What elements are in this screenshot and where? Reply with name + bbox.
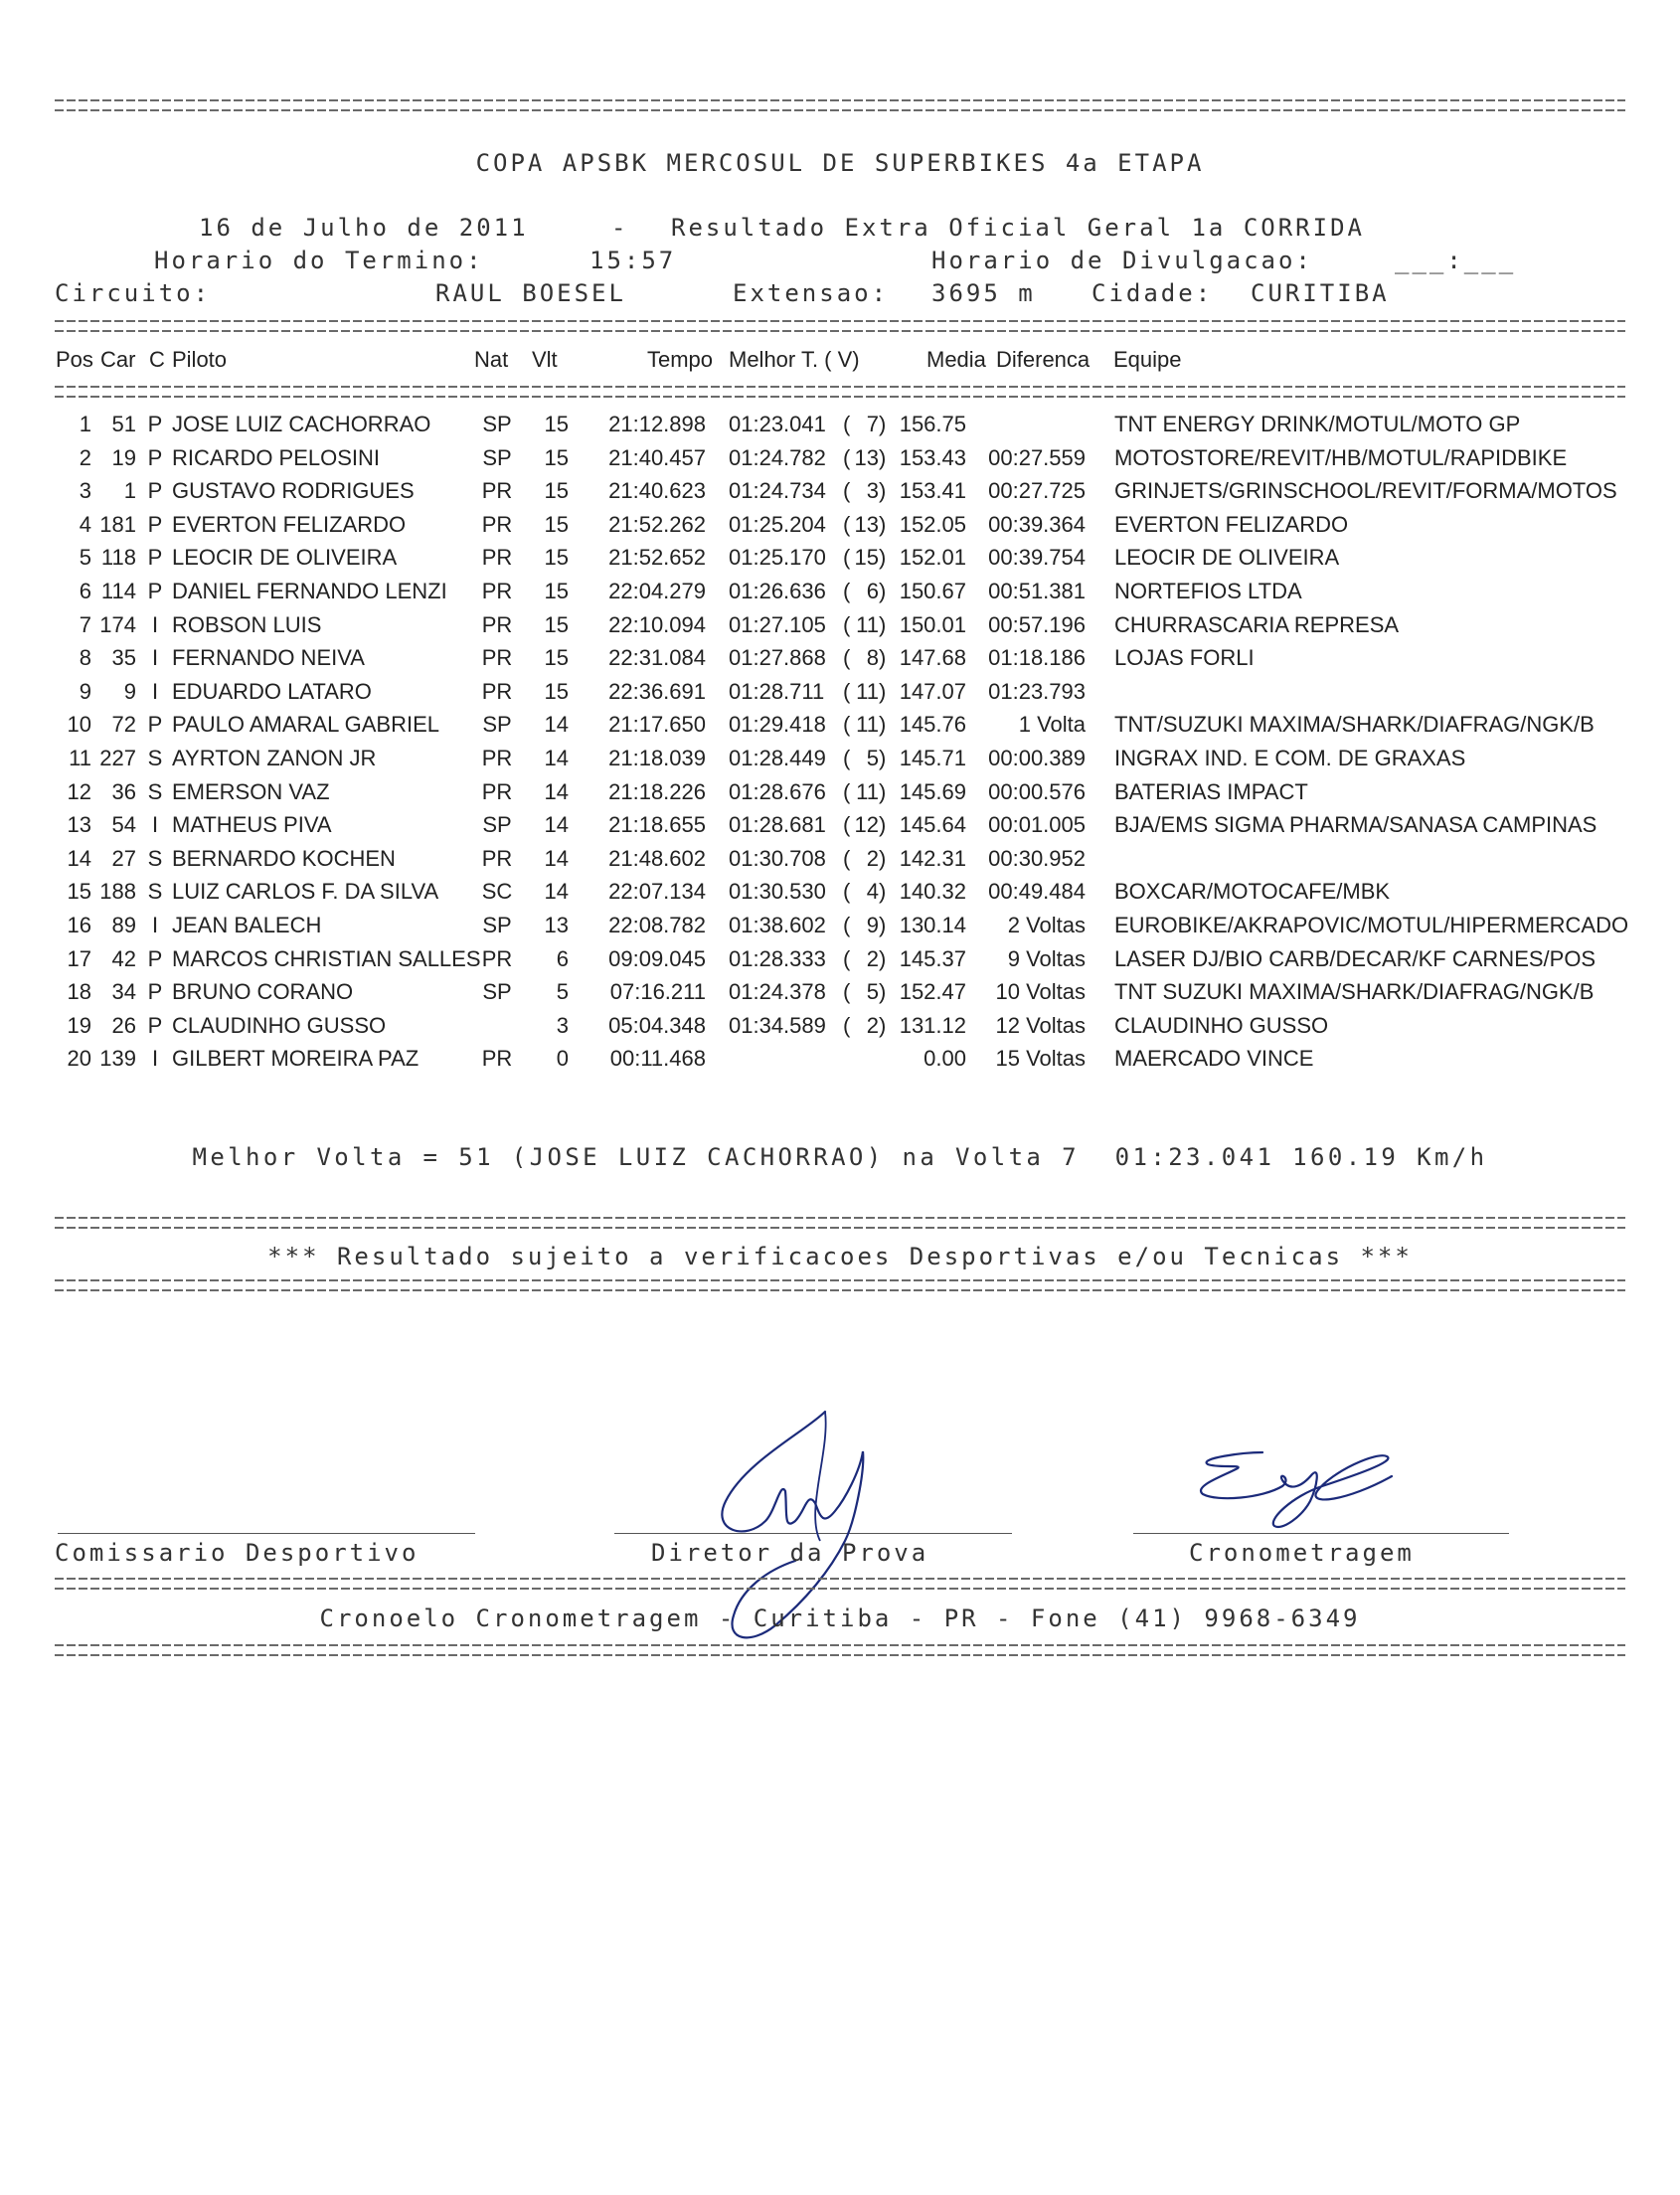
- cell-pos: 5: [79, 545, 91, 571]
- cell-team: CLAUDINHO GUSSO: [1114, 1012, 1329, 1038]
- cell-diff: 1 Volta: [1018, 712, 1086, 738]
- cell-diff: 15 Voltas: [995, 1046, 1086, 1072]
- cell-pilot: EDUARDO LATARO: [172, 678, 372, 704]
- result-label: Resultado Extra Oficial Geral 1a CORRIDA: [671, 214, 1365, 242]
- cell-diff: 00:00.576: [988, 778, 1086, 804]
- cell-car: 54: [111, 812, 136, 838]
- table-row: 16 89 I JEAN BALECH SP 13 22:08.782 01:38.602 130.14 2 Voltas EUROBIKE/AKRAPOVIC/MOTUL/HIPERMERCADO ( 9 ): [0, 913, 1680, 942]
- cell-car: 139: [99, 1046, 136, 1072]
- cell-car: 181: [99, 511, 136, 537]
- cell-pilot: BRUNO CORANO: [172, 979, 354, 1005]
- cell-time: 05:04.348: [608, 1012, 706, 1038]
- cell-paren-close: ): [879, 812, 887, 838]
- cell-avg: 152.47: [899, 979, 966, 1005]
- cell-pos: 15: [67, 879, 91, 905]
- cell-c: P: [147, 979, 163, 1005]
- col-avg: Media: [926, 347, 986, 372]
- cell-car: 51: [111, 412, 136, 436]
- cell-time: 22:08.782: [608, 913, 706, 937]
- cell-nat: SC: [481, 879, 513, 905]
- cell-diff: 12 Voltas: [995, 1012, 1086, 1038]
- cell-avg: 145.69: [899, 778, 966, 804]
- cell-pos: 11: [69, 746, 91, 770]
- cell-paren-close: ): [879, 545, 887, 571]
- timing-signature-icon: [1183, 1446, 1412, 1536]
- table-row: 11 227 S AYRTON ZANON JR PR 14 21:18.039 01:28.449 145.71 00:00.389 INGRAX IND. E COM. DE GRAXAS ( 5 ): [0, 746, 1680, 775]
- cell-paren-close: ): [879, 611, 887, 637]
- cell-team: NORTEFIOS LTDA: [1114, 579, 1302, 603]
- circuit-name: RAUL BOESEL: [435, 279, 626, 307]
- cell-nat: PR: [481, 545, 513, 571]
- separator-notice: [55, 1279, 1625, 1291]
- cell-car: 19: [111, 444, 136, 470]
- separator-bottom: [55, 1644, 1625, 1656]
- cell-nat: PR: [481, 778, 513, 804]
- cell-time: 21:40.457: [608, 444, 706, 470]
- cell-nat: PR: [481, 579, 513, 603]
- cell-pos: 14: [67, 845, 91, 871]
- table-row: 19 26 P CLAUDINHO GUSSO 3 05:04.348 01:34.589 131.12 12 Voltas CLAUDINHO GUSSO ( 2 ): [0, 1013, 1680, 1043]
- cell-best: 01:28.681: [729, 812, 826, 838]
- best-lap: Melhor Volta = 51 (JOSE LUIZ CACHORRAO) na Volta 7 01:23.041 160.19 Km/h: [192, 1143, 1488, 1171]
- cell-pilot: RICARDO PELOSINI: [172, 444, 381, 470]
- cell-nat: SP: [482, 812, 512, 838]
- cell-pos: 3: [79, 478, 91, 504]
- cell-car: 227: [99, 746, 136, 770]
- cell-diff: 00:49.484: [988, 879, 1086, 905]
- cell-car: 27: [111, 845, 136, 871]
- cell-car: 35: [111, 645, 136, 671]
- cell-vlt: 14: [544, 845, 569, 871]
- cell-paren-close: ): [879, 712, 887, 738]
- cell-vlt: 15: [544, 478, 569, 504]
- cell-c: I: [151, 812, 159, 838]
- cell-best: 01:24.734: [729, 478, 826, 504]
- cell-nat: PR: [481, 1046, 513, 1072]
- cell-nat: SP: [482, 412, 512, 436]
- cell-nat: SP: [482, 913, 512, 937]
- date-dash: -: [611, 214, 629, 242]
- cell-best: 01:27.105: [729, 611, 826, 637]
- release-label: Horario de Divulgacao:: [931, 247, 1313, 274]
- cell-c: I: [151, 678, 159, 704]
- release-value: ___:___: [1395, 247, 1517, 274]
- cell-team: INGRAX IND. E COM. DE GRAXAS: [1114, 746, 1466, 770]
- cell-nat: PR: [481, 678, 513, 704]
- cell-c: P: [147, 412, 163, 436]
- cell-car: 1: [123, 478, 136, 504]
- cell-nat: PR: [481, 746, 513, 770]
- cell-team: BJA/EMS SIGMA PHARMA/SANASA CAMPINAS: [1114, 812, 1597, 838]
- cell-team: TNT SUZUKI MAXIMA/SHARK/DIAFRAG/NGK/B: [1114, 979, 1595, 1005]
- cell-paren-close: ): [879, 778, 887, 804]
- cell-vlt: 15: [544, 412, 569, 436]
- results-table: [0, 412, 1680, 1088]
- cell-paren-close: ): [879, 511, 887, 537]
- cell-avg: 140.32: [899, 879, 966, 905]
- race-date: 16 de Julho de 2011: [199, 214, 529, 242]
- end-time-label: Horario do Termino:: [154, 247, 484, 274]
- col-class: C: [149, 347, 165, 372]
- col-pos: Pos: [56, 347, 93, 372]
- table-row: 6 114 P DANIEL FERNANDO LENZI PR 15 22:04.279 01:26.636 150.67 00:51.381 NORTEFIOS LTDA ( 6 ): [0, 579, 1680, 608]
- cell-pilot: DANIEL FERNANDO LENZI: [172, 579, 447, 603]
- table-row: 9 9 I EDUARDO LATARO PR 15 22:36.691 01:28.711 147.07 01:23.793 ( 11 ): [0, 679, 1680, 709]
- commissioner-caption: Comissario Desportivo: [55, 1539, 420, 1567]
- cell-diff: 01:18.186: [988, 645, 1086, 671]
- cell-vlt: 14: [544, 712, 569, 738]
- cell-time: 00:11.468: [609, 1046, 706, 1072]
- cell-c: P: [147, 545, 163, 571]
- table-row: 17 42 P MARCOS CHRISTIAN SALLES PR 6 09:09.045 01:28.333 145.37 9 Voltas LASER DJ/BIO CARB/DECAR/KF CARNES/POS ( 2 ): [0, 946, 1680, 976]
- cell-c: S: [147, 879, 163, 905]
- cell-car: 42: [111, 945, 136, 971]
- cell-diff: 00:27.725: [988, 478, 1086, 504]
- cell-pos: 4: [79, 511, 91, 537]
- cell-pos: 16: [67, 913, 91, 937]
- cell-pilot: ROBSON LUIS: [172, 611, 322, 637]
- timing-caption: Cronometragem: [1189, 1539, 1415, 1567]
- cell-diff: 00:01.005: [988, 812, 1086, 838]
- cell-best: 01:26.636: [729, 579, 826, 603]
- cell-c: I: [151, 645, 159, 671]
- city-value: CURITIBA: [1251, 279, 1390, 307]
- cell-best: 01:24.378: [729, 979, 826, 1005]
- cell-paren-close: ): [879, 845, 887, 871]
- separator-top: [55, 99, 1625, 111]
- table-row: [0, 1046, 1680, 1076]
- table-row: 8 35 I FERNANDO NEIVA PR 15 22:31.084 01:27.868 147.68 01:18.186 LOJAS FORLI ( 8 ): [0, 645, 1680, 675]
- cell-vlt: 15: [544, 611, 569, 637]
- cell-paren-close: ): [879, 879, 887, 905]
- cell-nat: PR: [481, 611, 513, 637]
- cell-pos: 18: [67, 979, 91, 1005]
- cell-pos: 9: [79, 678, 91, 704]
- cell-vlt: 0: [556, 1046, 569, 1072]
- cell-diff: 00:51.381: [988, 579, 1086, 603]
- cell-avg: 145.76: [899, 712, 966, 738]
- cell-pilot: JOSE LUIZ CACHORRAO: [172, 412, 431, 436]
- cell-pos: 20: [67, 1046, 91, 1072]
- cell-pilot: AYRTON ZANON JR: [172, 746, 377, 770]
- cell-car: 26: [111, 1012, 136, 1038]
- cell-avg: 0.00: [924, 1046, 966, 1072]
- cell-diff: 10 Voltas: [995, 979, 1086, 1005]
- cell-nat: SP: [482, 712, 512, 738]
- cell-vlt: 15: [544, 645, 569, 671]
- table-row: 1 51 P JOSE LUIZ CACHORRAO SP 15 21:12.898 01:23.041 156.75 TNT ENERGY DRINK/MOTUL/MOTO GP ( 7 ): [0, 412, 1680, 441]
- cell-nat: PR: [481, 645, 513, 671]
- cell-avg: 153.41: [899, 478, 966, 504]
- cell-pilot: FERNANDO NEIVA: [172, 645, 365, 671]
- cell-avg: 145.64: [899, 812, 966, 838]
- cell-car: 118: [100, 545, 136, 571]
- cell-car: 114: [100, 579, 136, 603]
- cell-car: 34: [111, 979, 136, 1005]
- cell-car: 188: [99, 879, 136, 905]
- cell-pilot: JEAN BALECH: [172, 913, 322, 937]
- table-row: 4 181 P EVERTON FELIZARDO PR 15 21:52.262 01:25.204 152.05 00:39.364 EVERTON FELIZARDO ( 13 ): [0, 512, 1680, 542]
- cell-vlt: 13: [544, 913, 569, 937]
- cell-avg: 147.68: [899, 645, 966, 671]
- cell-c: I: [151, 1046, 159, 1072]
- table-row: 13 54 I MATHEUS PIVA SP 14 21:18.655 01:28.681 145.64 00:01.005 BJA/EMS SIGMA PHARMA/SANASA CAMPINAS ( 12 ): [0, 812, 1680, 842]
- table-row: 12 36 S EMERSON VAZ PR 14 21:18.226 01:28.676 145.69 00:00.576 BATERIAS IMPACT ( 11 ): [0, 779, 1680, 809]
- cell-best: 01:28.449: [729, 746, 826, 770]
- cell-paren-close: ): [879, 678, 887, 704]
- cell-time: 21:18.226: [608, 778, 706, 804]
- cell-diff: 00:00.389: [988, 746, 1086, 770]
- cell-avg: 130.14: [899, 913, 966, 937]
- col-vlt: Vlt: [532, 347, 558, 372]
- cell-car: 174: [99, 611, 136, 637]
- cell-pilot: MARCOS CHRISTIAN SALLES: [172, 945, 481, 971]
- event-title: COPA APSBK MERCOSUL DE SUPERBIKES 4a ETAPA: [475, 149, 1205, 177]
- cell-avg: 152.01: [899, 545, 966, 571]
- cell-team: LEOCIR DE OLIVEIRA: [1114, 545, 1340, 571]
- cell-vlt: 14: [544, 778, 569, 804]
- cell-best: 01:38.602: [729, 913, 826, 937]
- cell-pilot: LEOCIR DE OLIVEIRA: [172, 545, 398, 571]
- cell-time: 21:52.652: [608, 545, 706, 571]
- cell-pos: 12: [67, 778, 91, 804]
- city-label: Cidade:: [1092, 279, 1214, 307]
- cell-car: 89: [111, 913, 136, 937]
- cell-diff: 00:27.559: [988, 444, 1086, 470]
- cell-time: 22:36.691: [608, 678, 706, 704]
- cell-car: 36: [111, 778, 136, 804]
- cell-paren-close: ): [879, 1012, 887, 1038]
- table-row: 10 72 P PAULO AMARAL GABRIEL SP 14 21:17.650 01:29.418 145.76 1 Volta TNT/SUZUKI MAXIMA/SHARK/DIAFRAG/NGK/B ( 11 ): [0, 712, 1680, 742]
- cell-avg: 150.01: [899, 611, 966, 637]
- cell-time: 22:04.279: [608, 579, 706, 603]
- cell-c: S: [147, 746, 163, 770]
- cell-nat: SP: [482, 444, 512, 470]
- cell-nat: PR: [481, 945, 513, 971]
- cell-pos: 8: [79, 645, 91, 671]
- cell-c: P: [147, 1012, 163, 1038]
- end-time: 15:57: [589, 247, 677, 274]
- table-row: 2 19 P RICARDO PELOSINI SP 15 21:40.457 01:24.782 153.43 00:27.559 MOTOSTORE/REVIT/HB/MOTUL/RAPIDBIKE ( 13 ): [0, 445, 1680, 475]
- cell-c: I: [151, 611, 159, 637]
- table-row: 5 118 P LEOCIR DE OLIVEIRA PR 15 21:52.652 01:25.170 152.01 00:39.754 LEOCIR DE OLIVEIRA ( 15 ): [0, 545, 1680, 575]
- col-pilot: Piloto: [172, 347, 228, 372]
- cell-vlt: 15: [544, 545, 569, 571]
- cell-pilot: MATHEUS PIVA: [172, 812, 332, 838]
- cell-vlt: 3: [556, 1012, 569, 1038]
- cell-avg: 145.71: [899, 746, 966, 770]
- cell-team: TNT ENERGY DRINK/MOTUL/MOTO GP: [1114, 412, 1521, 436]
- cell-time: 21:52.262: [608, 511, 706, 537]
- cell-pilot: GUSTAVO RODRIGUES: [172, 478, 415, 504]
- cell-vlt: 15: [544, 511, 569, 537]
- table-header: [0, 347, 1680, 377]
- cell-nat: PR: [481, 478, 513, 504]
- cell-pos: 19: [67, 1012, 91, 1038]
- col-time: Tempo: [647, 347, 714, 372]
- cell-c: P: [147, 945, 163, 971]
- cell-best: 01:28.333: [729, 945, 826, 971]
- cell-time: 21:18.655: [608, 812, 706, 838]
- cell-best: 01:25.204: [729, 511, 826, 537]
- cell-pos: 13: [67, 812, 91, 838]
- cell-pos: 6: [79, 579, 91, 603]
- signature-line-left: [58, 1533, 475, 1534]
- cell-diff: 00:39.754: [988, 545, 1086, 571]
- cell-team: MOTOSTORE/REVIT/HB/MOTUL/RAPIDBIKE: [1114, 444, 1568, 470]
- cell-vlt: 14: [544, 879, 569, 905]
- cell-team: GRINJETS/GRINSCHOOL/REVIT/FORMA/MOTOS: [1114, 478, 1617, 504]
- cell-c: I: [151, 913, 159, 937]
- cell-pos: 10: [67, 712, 91, 738]
- col-best: Melhor T. ( V): [729, 347, 860, 372]
- cell-team: LASER DJ/BIO CARB/DECAR/KF CARNES/POS: [1114, 945, 1596, 971]
- cell-time: 09:09.045: [608, 945, 706, 971]
- col-car: Car: [100, 347, 136, 372]
- separator-signatures: [55, 1578, 1625, 1590]
- table-row: 18 34 P BRUNO CORANO SP 5 07:16.211 01:24.378 152.47 10 Voltas TNT SUZUKI MAXIMA/SHARK/DIAFRAG/NGK/B ( 5 ): [0, 979, 1680, 1009]
- cell-pilot: PAULO AMARAL GABRIEL: [172, 712, 439, 738]
- cell-time: 21:40.623: [608, 478, 706, 504]
- cell-team: EVERTON FELIZARDO: [1114, 511, 1349, 537]
- table-row: 3 1 P GUSTAVO RODRIGUES PR 15 21:40.623 01:24.734 153.41 00:27.725 GRINJETS/GRINSCHOOL/REVIT/FORMA/MOTOS ( 3 ): [0, 478, 1680, 508]
- cell-best: 01:23.041: [729, 412, 826, 436]
- cell-best: 01:30.530: [729, 879, 826, 905]
- cell-car: 9: [123, 678, 136, 704]
- cell-time: 22:10.094: [608, 611, 706, 637]
- cell-team: CHURRASCARIA REPRESA: [1114, 611, 1400, 637]
- cell-avg: 142.31: [899, 845, 966, 871]
- verification-notice: *** Resultado sujeito a verificacoes Desportivas e/ou Tecnicas ***: [267, 1243, 1413, 1270]
- cell-diff: 2 Voltas: [1007, 913, 1086, 937]
- cell-vlt: 15: [544, 444, 569, 470]
- cell-avg: 150.67: [899, 579, 966, 603]
- cell-avg: 147.07: [899, 678, 966, 704]
- cell-team: TNT/SUZUKI MAXIMA/SHARK/DIAFRAG/NGK/B: [1114, 712, 1595, 738]
- cell-pilot: CLAUDINHO GUSSO: [172, 1012, 387, 1038]
- cell-best: 01:30.708: [729, 845, 826, 871]
- table-row: 14 27 S BERNARDO KOCHEN PR 14 21:48.602 01:30.708 142.31 00:30.952 ( 2 ): [0, 846, 1680, 876]
- cell-car: 72: [111, 712, 136, 738]
- cell-pos: 1: [79, 412, 91, 436]
- cell-diff: 01:23.793: [988, 678, 1086, 704]
- length-label: Extensao:: [733, 279, 890, 307]
- cell-avg: 153.43: [899, 444, 966, 470]
- length-value: 3695 m: [931, 279, 1036, 307]
- cell-avg: 156.75: [899, 412, 966, 436]
- cell-nat: PR: [481, 845, 513, 871]
- cell-best: 01:34.589: [729, 1012, 826, 1038]
- cell-paren-close: ): [879, 444, 887, 470]
- cell-pos: 17: [67, 945, 91, 971]
- cell-c: P: [147, 511, 163, 537]
- cell-vlt: 14: [544, 812, 569, 838]
- cell-team: EUROBIKE/AKRAPOVIC/MOTUL/HIPERMERCADO: [1114, 913, 1629, 937]
- cell-c: S: [147, 778, 163, 804]
- table-row: 7 174 I ROBSON LUIS PR 15 22:10.094 01:27.105 150.01 00:57.196 CHURRASCARIA REPRESA ( 11 ): [0, 612, 1680, 642]
- cell-diff: 00:30.952: [988, 845, 1086, 871]
- cell-vlt: 15: [544, 579, 569, 603]
- separator-header: [55, 320, 1625, 332]
- cell-time: 21:12.898: [608, 412, 706, 436]
- cell-pos: 7: [79, 611, 91, 637]
- cell-diff: 00:39.364: [988, 511, 1086, 537]
- cell-time: 21:48.602: [608, 845, 706, 871]
- cell-team: MAERCADO VINCE: [1114, 1046, 1314, 1072]
- cell-avg: 152.05: [899, 511, 966, 537]
- cell-paren-close: ): [879, 478, 887, 504]
- cell-paren-close: ): [879, 412, 887, 436]
- circuit-label: Circuito:: [55, 279, 212, 307]
- cell-paren-close: ): [879, 579, 887, 603]
- cell-pos: 2: [79, 444, 91, 470]
- cell-best: 01:24.782: [729, 444, 826, 470]
- cell-best: 01:25.170: [729, 545, 826, 571]
- col-diff: Diferenca: [996, 347, 1091, 372]
- cell-paren-close: ): [879, 913, 887, 937]
- cell-time: 07:16.211: [609, 979, 706, 1005]
- cell-pilot: EVERTON FELIZARDO: [172, 511, 407, 537]
- cell-vlt: 14: [544, 746, 569, 770]
- cell-best: 01:27.868: [729, 645, 826, 671]
- cell-diff: 00:57.196: [988, 611, 1086, 637]
- cell-pilot: EMERSON VAZ: [172, 778, 330, 804]
- cell-c: P: [147, 478, 163, 504]
- cell-nat: PR: [481, 511, 513, 537]
- cell-c: P: [147, 712, 163, 738]
- cell-vlt: 5: [556, 979, 569, 1005]
- cell-nat: SP: [482, 979, 512, 1005]
- cell-time: 22:31.084: [608, 645, 706, 671]
- cell-best: 01:28.676: [729, 778, 826, 804]
- cell-team: BATERIAS IMPACT: [1114, 778, 1308, 804]
- cell-best: 01:29.418: [729, 712, 826, 738]
- cell-c: S: [147, 845, 163, 871]
- cell-vlt: 6: [556, 945, 569, 971]
- cell-paren-close: ): [879, 645, 887, 671]
- cell-avg: 131.12: [899, 1012, 966, 1038]
- separator-best: [55, 1217, 1625, 1229]
- cell-paren-close: ): [879, 979, 887, 1005]
- cell-best: 01:28.711: [729, 678, 825, 704]
- cell-team: BOXCAR/MOTOCAFE/MBK: [1114, 879, 1391, 905]
- cell-c: P: [147, 444, 163, 470]
- cell-avg: 145.37: [899, 945, 966, 971]
- col-nat: Nat: [474, 347, 509, 372]
- separator-columns: [55, 386, 1625, 398]
- cell-pilot: LUIZ CARLOS F. DA SILVA: [172, 879, 439, 905]
- director-caption: Diretor da Prova: [651, 1539, 929, 1567]
- cell-time: 22:07.134: [608, 879, 706, 905]
- cell-pilot: BERNARDO KOCHEN: [172, 845, 396, 871]
- col-team: Equipe: [1113, 347, 1182, 372]
- cell-pilot: GILBERT MOREIRA PAZ: [172, 1046, 420, 1072]
- cell-c: P: [147, 579, 163, 603]
- cell-paren-close: ): [879, 945, 887, 971]
- cell-vlt: 15: [544, 678, 569, 704]
- cell-time: 21:17.650: [608, 712, 706, 738]
- footer-company: Cronoelo Cronometragem - Curitiba - PR - Fone (41) 9968-6349: [319, 1604, 1361, 1632]
- cell-time: 21:18.039: [608, 746, 706, 770]
- table-row: 15 188 S LUIZ CARLOS F. DA SILVA SC 14 22:07.134 01:30.530 140.32 00:49.484 BOXCAR/MOTOCAFE/MBK ( 4 ): [0, 879, 1680, 909]
- cell-paren-close: ): [879, 746, 887, 770]
- cell-diff: 9 Voltas: [1007, 945, 1086, 971]
- cell-team: LOJAS FORLI: [1114, 645, 1255, 671]
